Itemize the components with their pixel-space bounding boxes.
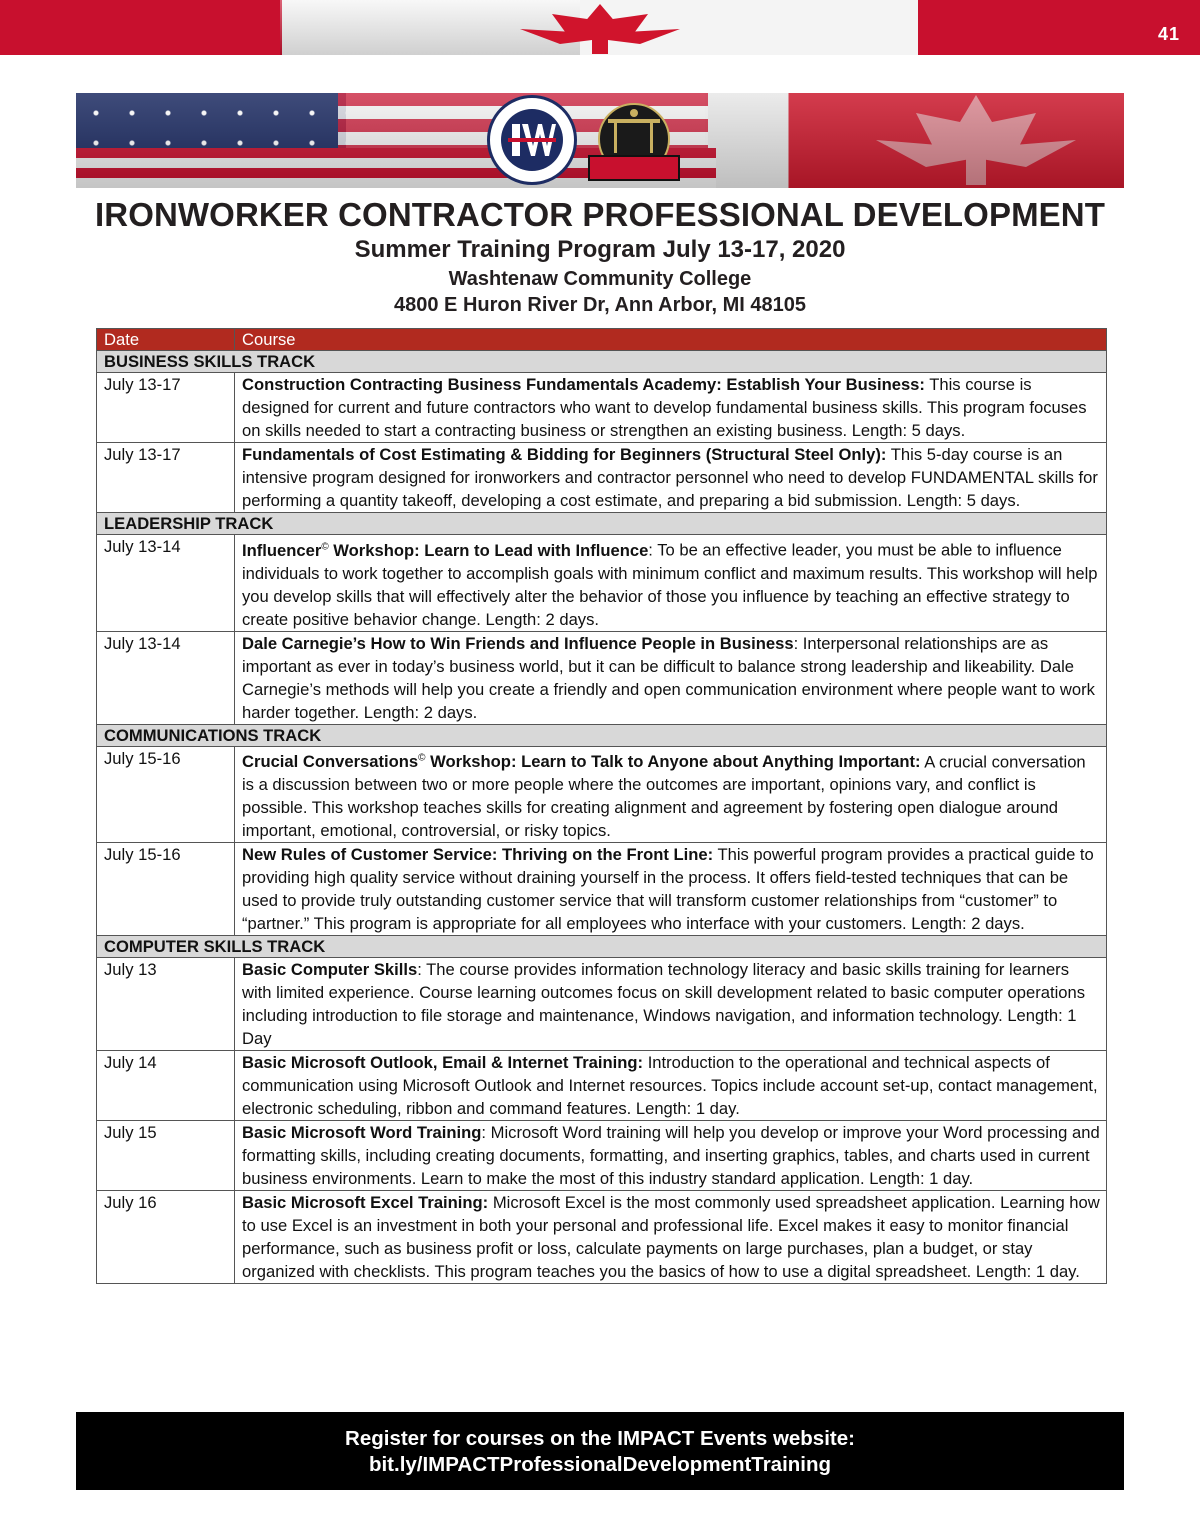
course-cell [235, 843, 1107, 936]
course-description: This 5-day course is an intensive program designed for ironworkers and contractor personnel who need to develop FUNDAMENTAL skills for performing a quantity takeoff, developing a cost estimate, and preparing a bid submission. Length: 5 days. [242, 445, 1098, 510]
impact-logo [588, 103, 680, 185]
course-description: : To be an effective leader, you must be able to influence individuals to work together to accomplish goals with minimum conflict and maximum results. This workshop will help you develop skills that will effectively alter the behavior of those you influence by teaching an effective strategy to create positive behavior change. Length: 2 days. [242, 540, 1098, 629]
course-row [97, 1051, 1107, 1121]
course-title-main: Influencer [242, 540, 322, 560]
course-date: July 14 [97, 1051, 235, 1121]
copyright-mark: © [321, 541, 329, 552]
course-title [242, 845, 713, 864]
iw-logo-mark-icon [508, 120, 556, 160]
course-row [97, 746, 1107, 843]
course-title [242, 541, 648, 560]
course-title [242, 445, 886, 464]
course-cell [235, 958, 1107, 1051]
course-date: July 13-14 [97, 631, 235, 724]
course-title [242, 1053, 643, 1072]
course-date: July 15-16 [97, 843, 235, 936]
course-cell [235, 746, 1107, 843]
course-cell [235, 535, 1107, 632]
track-name: BUSINESS SKILLS TRACK [97, 351, 1107, 373]
course-description: This course is designed for current and future contractors who want to develop fundamental business skills. This program focuses on skills needed to start a contracting business or strengthen an existing business. Length: 5 days. [242, 375, 1087, 440]
column-header-date: Date [97, 329, 235, 351]
top-flag-strip [0, 0, 1200, 55]
course-cell [235, 443, 1107, 513]
course-title [242, 375, 925, 394]
course-title-main: New Rules of Customer Service: Thriving on the Front Line: [242, 845, 714, 865]
course-description: This powerful program provides a practical guide to providing high quality service without draining yourself in the process. It offers field-tested techniques that can be used to provide truly outstanding customer service that will transform customer relationships from “customer” to “partner.” This program is appropriate for all employees who interface with your customers. Length: 2 days. [242, 845, 1094, 934]
registration-text: Register for courses on the IMPACT Events website: [345, 1427, 855, 1450]
course-date: July 13 [97, 958, 235, 1051]
course-row [97, 631, 1107, 724]
course-cell [235, 1121, 1107, 1191]
course-title-main: Crucial Conversations [242, 752, 419, 772]
course-title [242, 1123, 481, 1142]
track-header-row [97, 513, 1107, 535]
course-row [97, 1121, 1107, 1191]
course-title-main: Construction Contracting Business Fundamentals Academy: Establish Your Business: [242, 375, 925, 394]
table-header-row [97, 329, 1107, 351]
course-description: Microsoft Excel is the most commonly used spreadsheet application. Learning how to use Excel is an investment in both your personal and professional life. Excel makes it easy to monitor financial performance, such as business profit or loss, calculate payments on large purchases, plan a budget, or stay organized with checklists. This program teaches you the basics of how to use a digital spreadsheet. Length: 1 day. [242, 1193, 1100, 1282]
course-title-main: Fundamentals of Cost Estimating & Bidding for Beginners (Structural Steel Only): [242, 445, 887, 464]
course-cell [235, 373, 1107, 443]
course-row [97, 843, 1107, 936]
course-title-main: Dale Carnegie’s How to Win Friends and Influence People in Business [242, 633, 794, 653]
course-date: July 13-14 [97, 535, 235, 632]
course-title [242, 634, 794, 653]
ironworkers-logo [487, 95, 577, 185]
course-title-main: Basic Microsoft Word Training [242, 1123, 482, 1143]
page-number: 41 [1157, 24, 1180, 44]
course-title [242, 1193, 488, 1212]
course-cell [235, 1191, 1107, 1284]
page-title: IRONWORKER CONTRACTOR PROFESSIONAL DEVELOPMENT [95, 196, 1105, 233]
course-date: July 15-16 [97, 746, 235, 843]
course-title-main: Basic Microsoft Excel Training: [242, 1193, 489, 1213]
course-description: : Microsoft Word training will help you develop or improve your Word processing and formatting skills, including creating documents, formatting, and inserting graphics, tables, and charts used in current business environments. Learn to make the most of this industry standard application. Length: 1 day. [242, 1123, 1100, 1189]
registration-link[interactable]: bit.ly/IMPACTProfessionalDevelopmentTraining [368, 1453, 832, 1476]
course-row [97, 1191, 1107, 1284]
header-banner [76, 93, 1124, 188]
course-title-rest: Workshop: Learn to Talk to Anyone about Anything Important: [425, 752, 921, 772]
flag-wave [280, 0, 580, 55]
course-description: : The course provides information technology literacy and basic skills training for learners with limited experience. Course learning outcomes focus on skill development related to basic computer operations including introduction to file storage and maintenance, Windows navigation, and information technology. Length: 1 Day [242, 960, 1086, 1049]
ironworker-silhouette-icon [600, 105, 668, 155]
course-date: July 13-17 [97, 443, 235, 513]
course-row [97, 373, 1107, 443]
track-name: LEADERSHIP TRACK [97, 513, 1107, 535]
course-description: A crucial conversation is a discussion between two or more people where the outcomes are important, opinions vary, and conflict is possible. This workshop teaches skills for creating alignment and agreement by fostering open dialogue around important, emotional, controversial, or risky topics. [242, 752, 1086, 841]
column-header-course: Course [235, 329, 1107, 351]
venue-address: 4800 E Huron River Dr, Ann Arbor, MI 48105 [394, 294, 806, 316]
course-cell [235, 631, 1107, 724]
track-name: COMMUNICATIONS TRACK [97, 724, 1107, 746]
track-name: COMPUTER SKILLS TRACK [97, 936, 1107, 958]
course-title-rest: Workshop: Learn to Lead with Influence [328, 540, 649, 560]
course-date: July 15 [97, 1121, 235, 1191]
track-header-row [97, 936, 1107, 958]
course-title-main: Basic Computer Skills [242, 960, 418, 980]
course-row [97, 958, 1107, 1051]
course-cell [235, 1051, 1107, 1121]
track-header-row [97, 351, 1107, 373]
course-title [242, 752, 921, 771]
course-schedule-table [96, 328, 1107, 1284]
page-subtitle: Summer Training Program July 13-17, 2020 [354, 236, 846, 263]
venue-name: Washtenaw Community College [448, 268, 752, 290]
course-title-main: Basic Microsoft Outlook, Email & Internet Training: [242, 1053, 644, 1073]
registration-footer [76, 1412, 1124, 1490]
copyright-mark: © [418, 752, 426, 764]
course-row [97, 535, 1107, 632]
course-row [97, 443, 1107, 513]
track-header-row [97, 724, 1107, 746]
course-description: Introduction to the operational and technical aspects of communication using Microsoft Outlook and Internet resources. Topics include account set-up, contact management, electronic scheduling, ribbon and command features. Length: 1 day. [242, 1053, 1098, 1119]
course-description: : Interpersonal relationships are as important as ever in today’s business world, but it can be difficult to balance strong leadership and likeability. Dale Carnegie’s methods will help you create a friendly and open communication environment where people want to work harder together. Length: 2 days. [242, 633, 1095, 722]
course-title [242, 960, 417, 979]
course-date: July 13-17 [97, 373, 235, 443]
course-date: July 16 [97, 1191, 235, 1284]
